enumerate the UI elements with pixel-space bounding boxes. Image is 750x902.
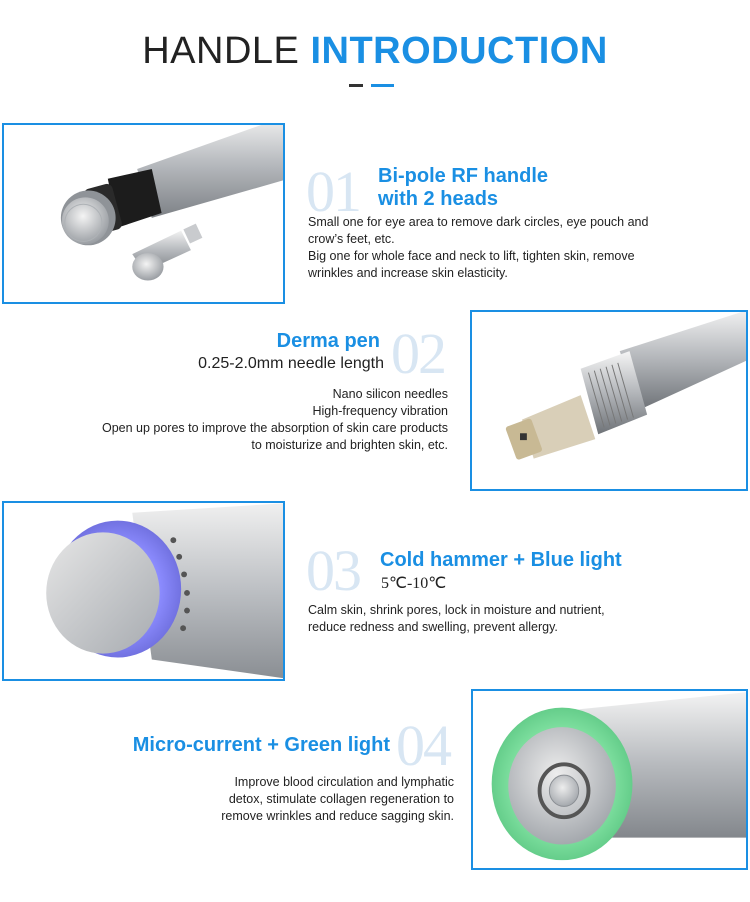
rf-handle-image	[2, 123, 285, 304]
section-subheading-derma-pen: 0.25-2.0mm needle length	[198, 355, 384, 372]
description-line: to moisturize and brighten skin, etc.	[251, 438, 448, 452]
description-line: remove wrinkles and reduce sagging skin.	[221, 809, 454, 823]
description-line: Calm skin, shrink pores, lock in moisture and nutrient,	[308, 603, 605, 617]
section-number-01: 01	[306, 159, 360, 224]
section-description-cold-hammer	[308, 602, 728, 636]
cold-hammer-image	[2, 501, 285, 681]
cold-hammer-illustration	[4, 503, 283, 679]
description-line: Small one for eye area to remove dark circles, eye pouch and	[308, 215, 649, 229]
micro-current-image	[471, 689, 748, 870]
title-part-2: INTRODUCTION	[310, 30, 608, 72]
section-heading-rf-line1: Bi-pole RF handle	[378, 165, 548, 187]
title-divider-dark	[349, 84, 363, 87]
section-number-03: 03	[306, 538, 360, 603]
description-line: Nano silicon needles	[332, 387, 448, 401]
description-line: Improve blood circulation and lymphatic	[234, 775, 454, 789]
section-subheading-cold-hammer: 5℃-10℃	[381, 575, 447, 592]
derma-pen-image	[470, 310, 748, 491]
rf-handle-illustration	[4, 125, 283, 302]
title-part-1: HANDLE	[142, 30, 311, 72]
section-number-02: 02	[391, 321, 445, 386]
section-description-derma-pen	[40, 386, 448, 454]
description-line: reduce redness and swelling, prevent allergy.	[308, 620, 558, 634]
description-line: detox, stimulate collagen regeneration to	[228, 792, 454, 806]
section-number-04: 04	[396, 713, 450, 778]
description-line: Open up pores to improve the absorption of skin care products	[101, 421, 448, 435]
page-title	[0, 30, 750, 73]
description-line: wrinkles and increase skin elasticity.	[308, 266, 508, 280]
section-heading-micro-current: Micro-current + Green light	[132, 734, 390, 756]
micro-current-illustration	[473, 691, 746, 868]
section-description-rf	[308, 214, 728, 282]
description-line: crow’s feet, etc.	[308, 232, 395, 246]
derma-pen-illustration	[472, 312, 746, 489]
section-heading-rf-line2: with 2 heads	[378, 188, 499, 210]
description-line: High-frequency vibration	[312, 404, 448, 418]
section-heading-derma-pen: Derma pen	[276, 330, 380, 352]
section-description-micro-current	[150, 774, 454, 825]
section-heading-cold-hammer: Cold hammer + Blue light	[380, 549, 622, 571]
title-divider-blue	[371, 84, 394, 87]
description-line: Big one for whole face and neck to lift, tighten skin, remove	[308, 249, 635, 263]
